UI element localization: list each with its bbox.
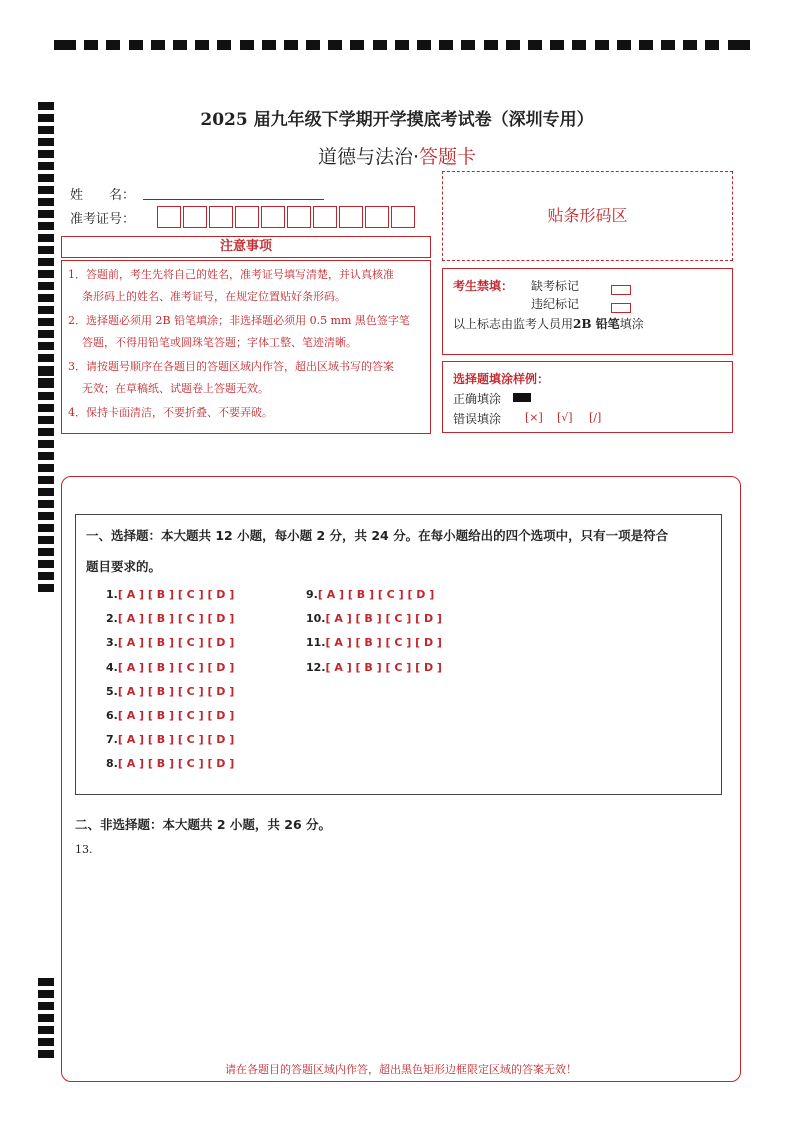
violation-mark[interactable] [611,297,631,316]
name-field[interactable] [143,199,324,200]
footer-warning: 请在各题目的答题区域内作答，超出黑色矩形边框限定区域的答案无效！ [225,1063,577,1076]
note-line: 答题，不得用铅笔或圆珠笔答题；字体工整、笔迹清晰。 [82,336,357,349]
answer-options[interactable]: [ A ] [ B ] [ C ] [ D ] [117,757,235,771]
answer-options[interactable]: [ A ] [ B ] [ C ] [ D ] [325,612,442,626]
answer-row[interactable] [106,636,234,649]
side-timing-marks-middle [38,368,54,596]
absent-label: 缺考标记 [531,279,580,293]
answer-options[interactable]: [ A ] [ B ] [ C ] [ D ] [317,588,435,601]
answer-options[interactable]: [ A ] [ B ] [ C ] [ D ] [117,612,235,626]
answer-row[interactable] [106,709,234,722]
question-number: 2. [106,612,118,626]
question-number: 8. [106,757,118,771]
note-line: 条形码上的姓名、准考证号，在规定位置贴好条形码。 [82,290,346,303]
question-number: 7. [106,733,118,747]
note-line: 无效；在草稿纸、试题卷上答题无效。 [82,382,269,395]
question-number: 11. [306,636,326,650]
section1-instructions: 一、选择题：本大题共 12 小题，每小题 2 分，共 24 分。在每小题给出的四个选项中，只有一项是符合 [86,528,669,543]
answer-options[interactable]: [ A ] [ B ] [ C ] [ D ] [117,684,235,698]
question-13-label[interactable]: 13. [75,843,93,856]
answer-options[interactable]: [ A ] [ B ] [ C ] [ D ] [117,733,235,747]
violation-label: 违纪标记 [531,297,580,311]
answer-options[interactable]: [ A ] [ B ] [ C ] [ D ] [117,660,235,674]
question-number: 6. [106,709,118,722]
absent-mark[interactable] [611,279,631,298]
answer-row[interactable] [106,588,234,601]
answer-options[interactable]: [ A ] [ B ] [ C ] [ D ] [117,588,235,601]
answer-row[interactable] [306,636,442,649]
answer-row[interactable] [306,588,434,601]
notes-box [61,260,431,434]
barcode-area: 贴条形码区 [442,171,733,261]
wrong-fill-label: 错误填涂 [453,412,502,426]
answer-row[interactable] [106,757,234,770]
answer-row[interactable] [306,612,442,625]
name-label: 姓 名： [70,188,136,203]
question-number: 1. [106,588,118,601]
prohibit-note: 以上标志由监考人员用2B 铅笔填涂 [453,317,644,331]
question-number: 10. [306,612,326,626]
prohibit-box [442,268,733,355]
question-number: 12. [306,660,326,674]
fill-sample-box [442,361,733,433]
correct-fill-label: 正确填涂 [453,392,502,406]
id-label: 准考证号： [70,212,136,227]
answer-options[interactable]: [ A ] [ B ] [ C ] [ D ] [325,636,442,650]
question-number: 9. [306,588,318,601]
question-number: 5. [106,684,118,698]
notes-heading: 注意事项 [61,236,431,258]
prohibit-label: 考生禁填： [453,279,514,293]
answer-row[interactable] [106,685,234,698]
subject-label: 道德与法治· [317,146,420,168]
section2-heading: 二、非选择题：本大题共 2 小题，共 26 分。 [75,817,332,832]
multiple-choice-box [75,514,722,795]
answer-sheet-label: 答题卡 [419,146,477,168]
answer-options[interactable]: [ A ] [ B ] [ C ] [ D ] [117,636,235,650]
fill-sample-heading: 选择题填涂样例： [453,372,550,386]
correct-fill-sample [513,393,531,402]
wrong-mark-slash: [/] [589,411,602,424]
answer-row[interactable] [106,661,234,674]
exam-title: 2025 届九年级下学期开学摸底考试卷（深圳专用） [200,110,594,130]
note-line: 4．保持卡面清洁，不要折叠、不要弄破。 [68,406,273,419]
wrong-mark-x: [×] [525,411,543,424]
top-timing-marks [54,38,750,52]
question-number: 3. [106,636,118,650]
answer-row[interactable] [106,733,234,746]
answer-row[interactable] [306,661,442,674]
side-timing-marks-bottom [38,978,54,1062]
note-line: 2．选择题必须用 2B 铅笔填涂；非选择题必须用 0.5 mm 黑色签字笔 [68,314,410,327]
question-number: 4. [106,660,118,674]
wrong-mark-check: [√] [557,411,573,424]
note-line: 1．答题前，考生先将自己的姓名，准考证号填写清楚，并认真核准 [68,268,394,281]
answer-options[interactable]: [ A ] [ B ] [ C ] [ D ] [325,660,442,674]
section1-instructions-cont: 题目要求的。 [86,559,162,574]
answer-row[interactable] [106,612,234,625]
answer-options[interactable]: [ A ] [ B ] [ C ] [ D ] [117,709,235,722]
exam-subtitle [0,142,794,169]
note-line: 3．请按题号顺序在各题目的答题区域内作答，超出区域书写的答案 [68,360,394,373]
